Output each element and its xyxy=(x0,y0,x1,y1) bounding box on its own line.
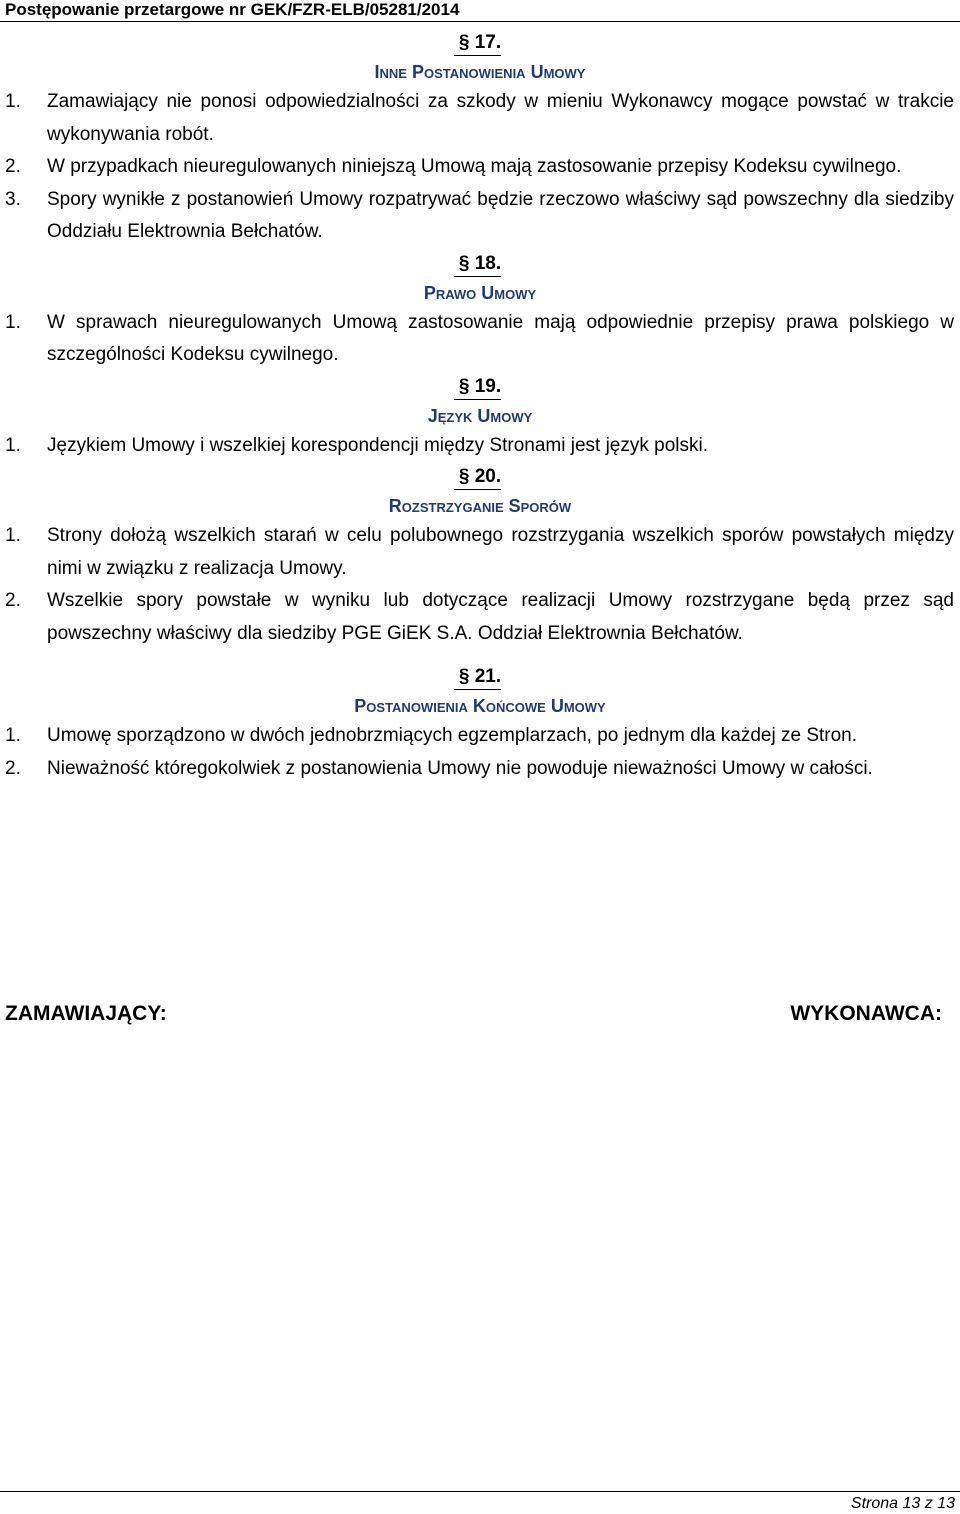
header-divider xyxy=(0,21,960,22)
item-text: Językiem Umowy i wszelkiej korespondencji między Stronami jest język polski. xyxy=(47,434,708,456)
section-items xyxy=(0,520,960,650)
item-number: 1. xyxy=(5,311,21,333)
item-number: 1. xyxy=(5,525,21,546)
section-sign-icon: § xyxy=(458,252,475,274)
item-number: 1. xyxy=(5,91,21,112)
header-title: Postępowanie przetargowe nr GEK/FZR-ELB/05281/2014 xyxy=(5,0,460,19)
list-item xyxy=(0,86,960,151)
page-header xyxy=(0,0,960,20)
section-number: § 21. xyxy=(0,662,960,692)
list-item xyxy=(0,753,960,786)
section-title: Inne Postanowienia Umowy xyxy=(374,62,586,82)
item-number: 1. xyxy=(5,725,21,746)
section-sign-icon: § xyxy=(458,32,475,53)
item-text: Umowę sporządzono w dwóch jednobrzmiących egzemplarzach, po jednym dla każdej ze Stron. xyxy=(47,725,858,746)
section-number: § 18. xyxy=(0,249,960,279)
section-title: Postanowienia Końcowe Umowy xyxy=(354,696,606,716)
section-title: Prawo Umowy xyxy=(423,282,537,303)
section-items xyxy=(0,86,960,249)
section-items xyxy=(0,430,960,463)
signature-label-contractor: WYKONAWCA: xyxy=(790,1002,942,1025)
item-text: W sprawach nieuregulowanych Umową zastosowanie mają odpowiednie przepisy prawa polskiego w szczególności Kodeksu cywilnego. xyxy=(47,311,954,365)
section-sign-icon: § xyxy=(458,375,475,397)
item-text: Nieważność któregokolwiek z postanowienia Umowy nie powoduje nieważności Umowy w całości. xyxy=(47,757,873,779)
item-number: 2. xyxy=(5,590,21,611)
list-item xyxy=(0,151,960,184)
item-number: 3. xyxy=(5,188,21,210)
item-number: 2. xyxy=(5,757,21,779)
list-item xyxy=(0,520,960,585)
list-item xyxy=(0,430,960,463)
section-items xyxy=(0,720,960,785)
section-sign-icon: § xyxy=(458,466,475,487)
item-text: Wszelkie spory powstałe w wyniku lub dotyczące realizacji Umowy rozstrzygane będą przez sąd powszechny właściwy dla siedziby PGE GiEK S.A. Oddział Elektrownia Bełchatów. xyxy=(47,590,954,644)
item-number: 1. xyxy=(5,434,21,456)
list-item xyxy=(0,307,960,372)
section-number: § 17. xyxy=(0,28,960,58)
item-text: Zamawiający nie ponosi odpowiedzialności za szkody w mieniu Wykonawcy mogące powstać w trakcie wykonywania robót. xyxy=(47,91,954,145)
list-item xyxy=(0,720,960,753)
item-number: 2. xyxy=(5,156,21,177)
section-number: § 19. xyxy=(0,372,960,402)
item-text: W przypadkach nieuregulowanych niniejszą Umową mają zastosowanie przepisy Kodeksu cywilnego. xyxy=(47,156,902,177)
list-item xyxy=(0,585,960,650)
section-title: Język Umowy xyxy=(427,405,533,426)
page-number: Strona 13 z 13 xyxy=(850,1495,955,1512)
item-text: Strony dołożą wszelkich starań w celu polubownego rozstrzygania wszelkich sporów powstałych między nimi w związku z realizacja Umowy. xyxy=(47,525,954,579)
section-items xyxy=(0,307,960,372)
section-number: § 20. xyxy=(0,462,960,492)
spacer xyxy=(0,650,960,662)
signature-block xyxy=(0,1000,960,1030)
section-sign-icon: § xyxy=(458,666,475,687)
document-body xyxy=(0,28,960,785)
item-text: Spory wynikłe z postanowień Umowy rozpatrywać będzie rzeczowo właściwy sąd powszechny dla siedziby Oddziału Elektrownia Bełchatów. xyxy=(47,188,954,242)
section-title: Rozstrzyganie Sporów xyxy=(388,496,572,516)
footer-divider xyxy=(0,1491,960,1492)
list-item xyxy=(0,184,960,249)
signature-label-client: ZAMAWIAJĄCY: xyxy=(5,1002,167,1025)
